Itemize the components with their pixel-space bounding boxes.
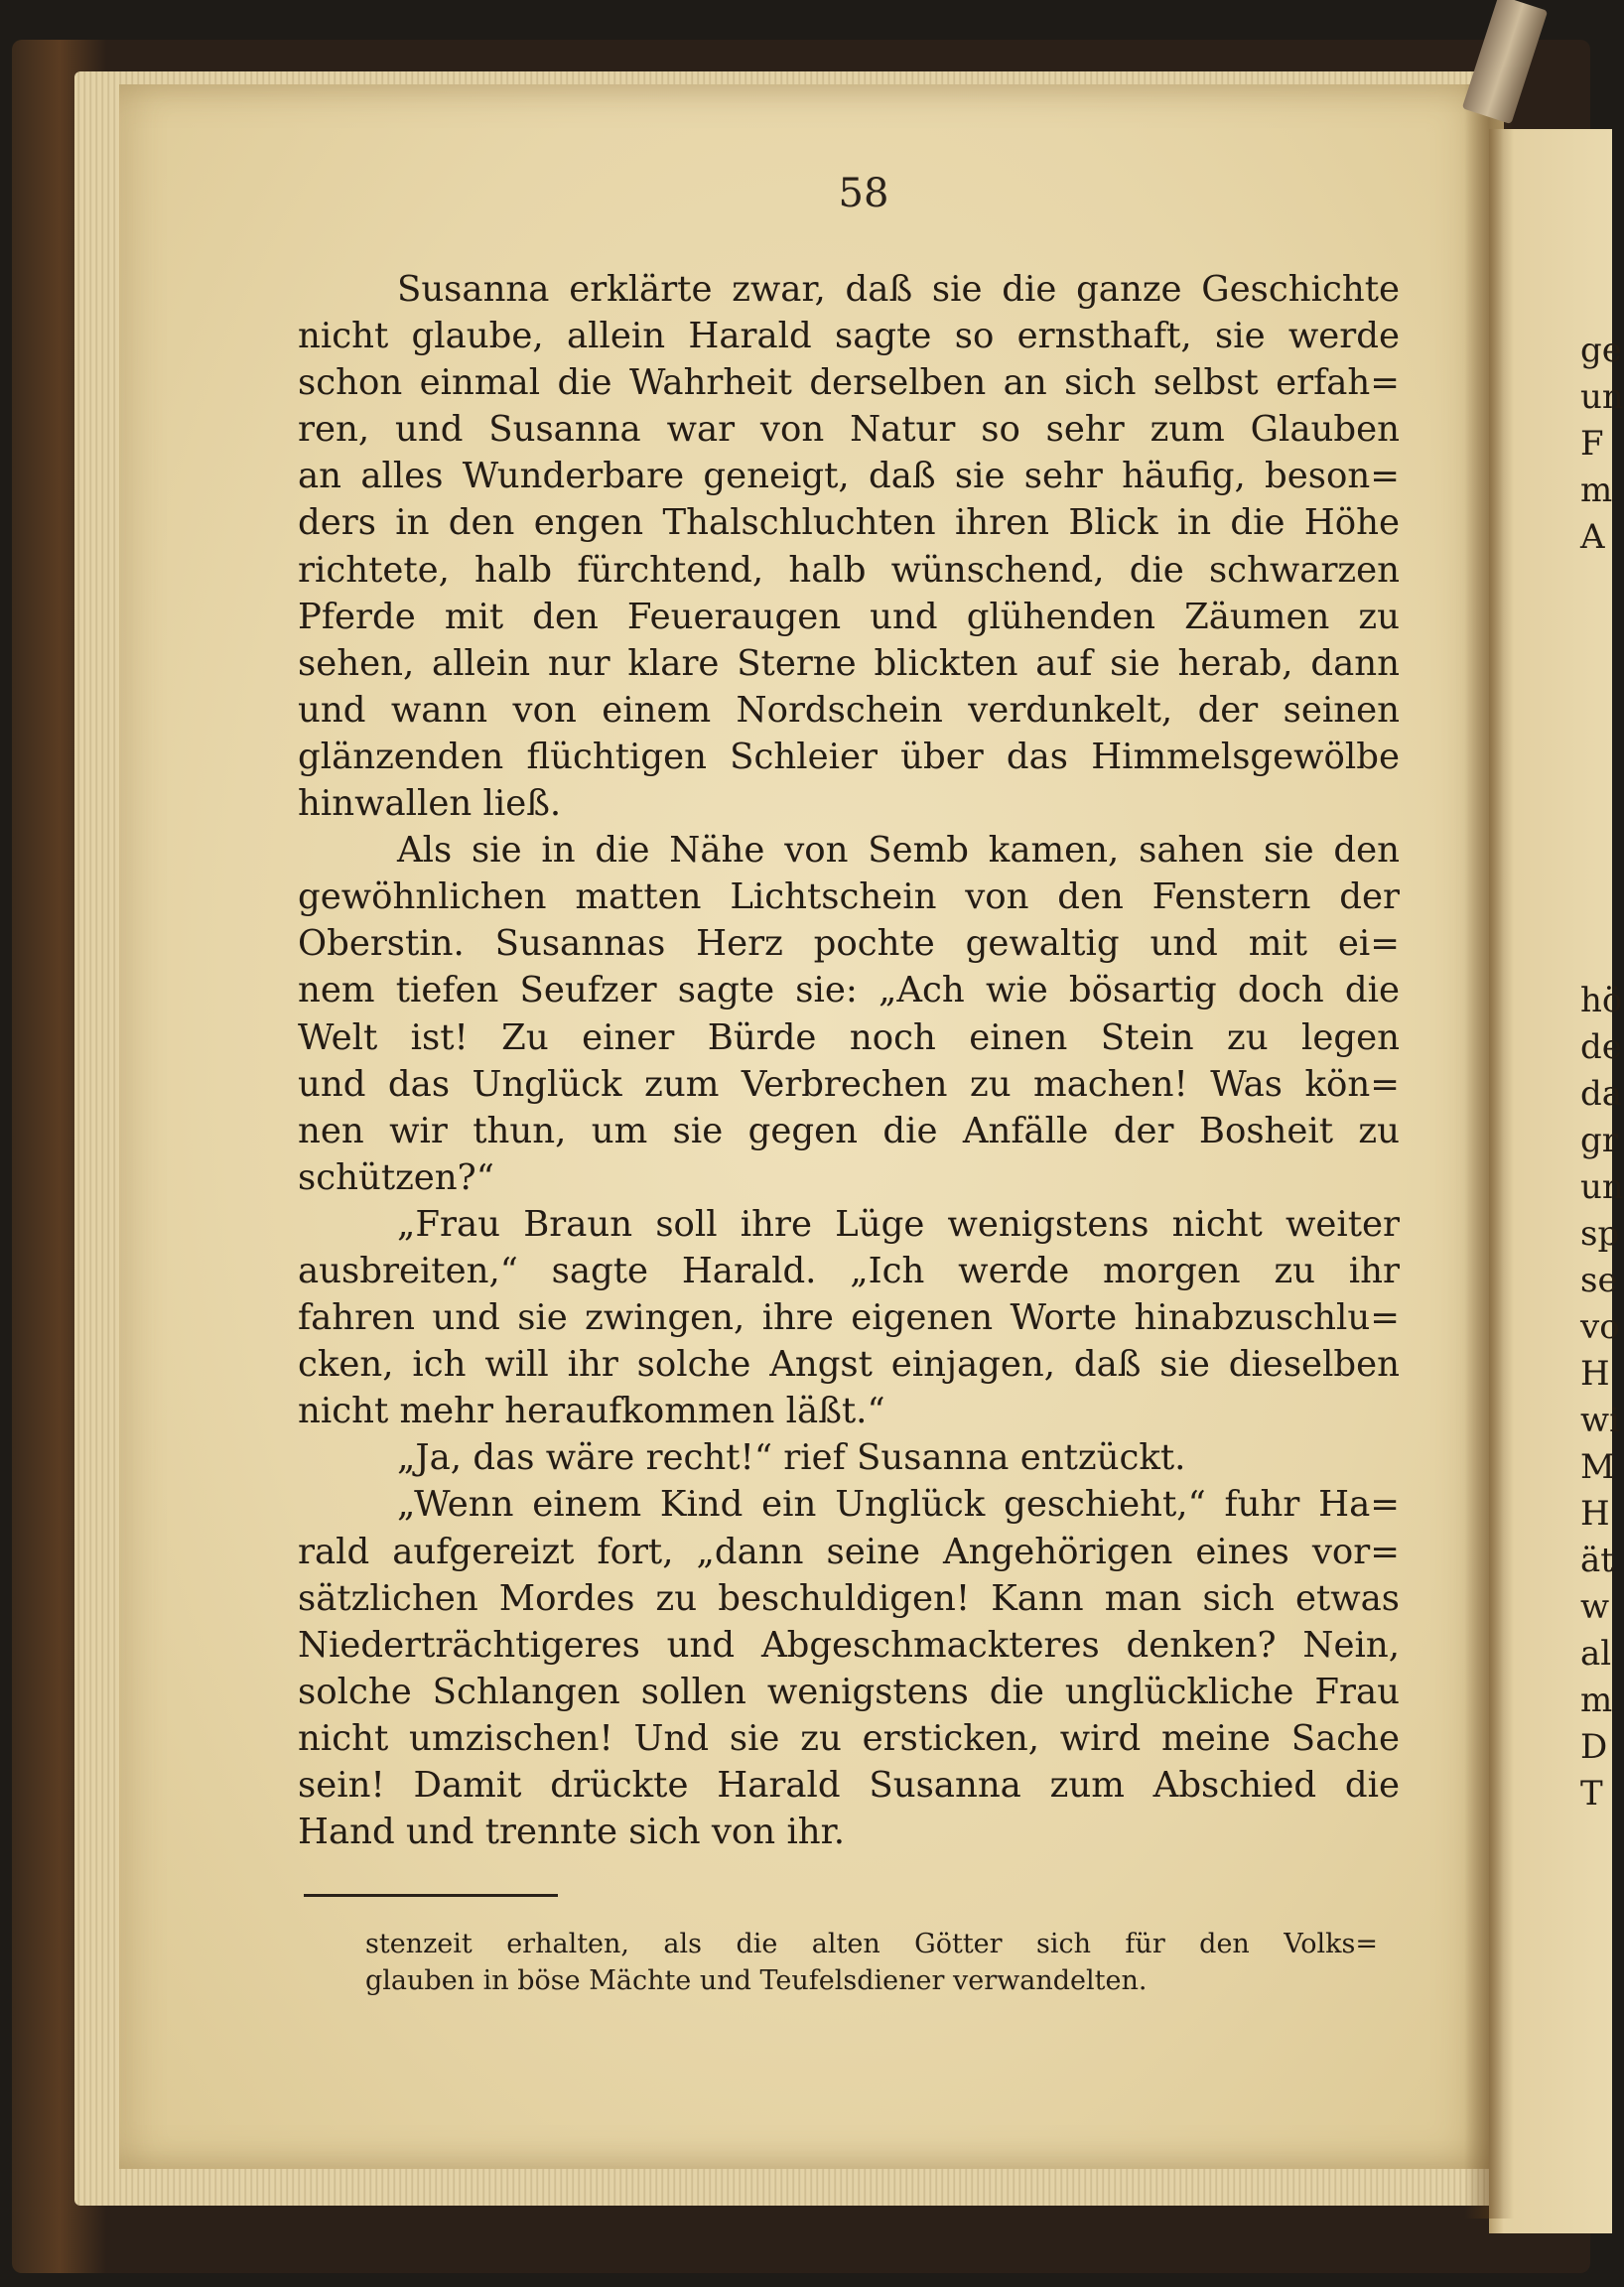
body-text: [298, 266, 1400, 1855]
fragment-text: gr: [1580, 1121, 1619, 1160]
text-line: solche Schlangen sollen wenigstens die unglückliche Frau: [298, 1671, 1400, 1712]
fragment-text: H: [1580, 1354, 1610, 1394]
text-line: sein! Damit drückte Harald Susanna zum Abschied die: [298, 1765, 1400, 1806]
text-line: schon einmal die Wahrheit derselben an sich selbst erfah=: [298, 362, 1400, 404]
fragment-text: ät: [1580, 1541, 1614, 1580]
text-line: „Wenn einem Kind ein Unglück geschieht,“ fuhr Ha=: [397, 1484, 1400, 1526]
fragment-text: se: [1580, 1261, 1618, 1300]
fragment-text: A: [1580, 517, 1605, 557]
text-line: nicht glaube, allein Harald sagte so ernsthaft, sie werde: [298, 316, 1400, 357]
text-line: sätzlichen Mordes zu beschuldigen! Kann man sich etwas: [298, 1577, 1400, 1619]
text-line: „Frau Braun soll ihre Lüge wenigstens nicht weiter: [397, 1203, 1400, 1245]
text-line: an alles Wunderbare geneigt, daß sie sehr häufig, beson=: [298, 456, 1400, 497]
text-line: richtete, halb fürchtend, halb wünschend, die schwarzen: [298, 549, 1400, 591]
fragment-text: w: [1580, 1587, 1610, 1627]
fragment-group: [1580, 328, 1624, 561]
footnote: [365, 1926, 1378, 1999]
text-line: Susanna erklärte zwar, daß sie die ganze Geschichte: [397, 269, 1400, 310]
text-line: fahren und sie zwingen, ihre eigenen Worte hinabzuschlu=: [298, 1297, 1400, 1339]
fragment-text: vo: [1580, 1307, 1620, 1347]
text-line: Welt ist! Zu einer Bürde noch einen Stein zu legen: [298, 1016, 1400, 1058]
text-line: nicht mehr heraufkommen läßt.“: [298, 1391, 885, 1432]
text-line: Hand und trennte sich von ihr.: [298, 1812, 846, 1853]
text-line: cken, ich will ihr solche Angst einjagen, daß sie dieselben: [298, 1344, 1400, 1386]
fragment-text: sp: [1580, 1214, 1620, 1254]
fragment-text: M: [1580, 1447, 1615, 1487]
footnote-rule: [304, 1894, 558, 1897]
text-line: „Ja, das wäre recht!“ rief Susanna entzückt.: [397, 1437, 1186, 1479]
footnote-line: stenzeit erhalten, als die alten Götter sich für den Volks=: [365, 1929, 1378, 1959]
text-line: ausbreiten,“ sagte Harald. „Ich werde morgen zu ihr: [298, 1250, 1400, 1291]
text-line: Als sie in die Nähe von Semb kamen, sahen sie den: [397, 830, 1400, 872]
text-line: Pferde mit den Feueraugen und glühenden Zäumen zu: [298, 596, 1400, 637]
text-line: nen wir thun, um sie gegen die Anfälle der Bosheit zu: [298, 1110, 1400, 1151]
text-line: Niederträchtigeres und Abgeschmackteres denken? Nein,: [298, 1624, 1400, 1666]
text-line: hinwallen ließ.: [298, 783, 562, 825]
footnote-line: glauben in böse Mächte und Teufelsdiener verwandelten.: [365, 1965, 1148, 1996]
fragment-text: al: [1580, 1634, 1612, 1674]
fragment-text: hö: [1580, 981, 1623, 1020]
text-line: sehen, allein nur klare Sterne blickten auf sie herab, dann: [298, 642, 1400, 684]
fragment-text: D: [1580, 1727, 1608, 1767]
text-line: gewöhnlichen matten Lichtschein von den Fenstern der: [298, 876, 1400, 918]
fragment-text: un: [1580, 377, 1624, 417]
fragment-text: T: [1580, 1774, 1603, 1814]
fragment-text: da: [1580, 1074, 1623, 1114]
text-line: Oberstin. Susannas Herz pochte gewaltig und mit ei=: [298, 923, 1400, 965]
book-gutter: [1464, 84, 1514, 2219]
fragment-text: m: [1580, 1681, 1613, 1720]
fragment-text: H: [1580, 1494, 1610, 1534]
text-line: ders in den engen Thalschluchten ihren Blick in die Höhe: [298, 502, 1400, 544]
text-line: schützen?“: [298, 1156, 494, 1198]
text-line: nem tiefen Seufzer sagte sie: „Ach wie bösartig doch die: [298, 970, 1400, 1011]
fragment-text: de: [1580, 1027, 1622, 1067]
text-line: ren, und Susanna war von Natur so sehr zum Glauben: [298, 409, 1400, 451]
text-line: glänzenden flüchtigen Schleier über das Himmelsgewölbe: [298, 736, 1400, 777]
text-line: nicht umzischen! Und sie zu ersticken, wird meine Sache: [298, 1717, 1400, 1759]
fragment-text: m: [1580, 471, 1613, 510]
page-number: 58: [838, 171, 889, 216]
text-line: rald aufgereizt fort, „dann seine Angehörigen eines vor=: [298, 1531, 1400, 1572]
fragment-text: wi: [1580, 1401, 1620, 1440]
text-line: und das Unglück zum Verbrechen zu machen! Was kön=: [298, 1063, 1400, 1105]
fragment-text: F: [1580, 424, 1604, 464]
fragment-text: ge: [1580, 331, 1622, 370]
fragment-text: un: [1580, 1167, 1624, 1207]
text-line: und wann von einem Nordschein verdunkelt, der seinen: [298, 689, 1400, 731]
fragment-group: [1580, 978, 1624, 1817]
right-page-text-fragments: [1580, 328, 1624, 1817]
